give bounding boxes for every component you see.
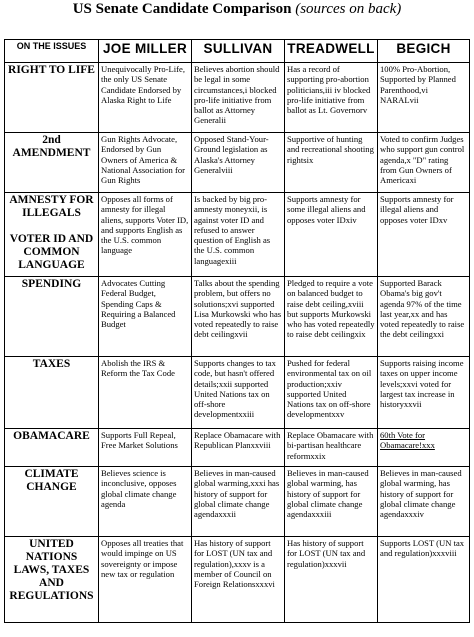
cell-miller: Believes science is inconclusive, opposes global climate change agenda [99, 467, 192, 537]
cell-begich: Believes in man-caused global warming, has history of support for global climate change agendaxxxiv [378, 467, 470, 537]
cell-sullivan: Supports changes to tax code, but hasn't offered details;xxii supported United Nations tax on off-shore developmentxxiii [192, 357, 285, 429]
row-taxes [5, 357, 470, 429]
title-text: US Senate Candidate Comparison [72, 1, 292, 17]
cell-sullivan: Has history of support for LOST (UN tax and regulation),xxxv is a member of Council on Foreign Relationsxxxvi [192, 537, 285, 623]
cell-miller: Opposes all treaties that would impinge on US sovereignty or impose new tax or regulation [99, 537, 192, 623]
cell-treadwell: Has history of support for LOST (UN tax and regulation)xxxvii [285, 537, 378, 623]
header-row [5, 40, 470, 63]
cell-sullivan: Believes abortion should be legal in some circumstances,i blocked pro-life initiative from ballot as Attorney Generalii [192, 63, 285, 133]
cell-miller: Unequivocally Pro-Life, the only US Senate Candidate Endorsed by Alaska Right to Life [99, 63, 192, 133]
cell-treadwell: Believes in man-caused global warming, has history of support for global climate change agendaxxxiii [285, 467, 378, 537]
cell-sullivan: Is backed by big pro-amnesty moneyxii, is against voter ID and refused to answer question of English as the U.S. common languagexiii [192, 193, 285, 277]
cell-miller: Advocates Cutting Federal Budget, Spending Caps & Requiring a Balanced Budget [99, 277, 192, 357]
cell-treadwell: Supports amnesty for some illegal aliens and opposes voter IDxiv [285, 193, 378, 277]
row-2nd-amendment [5, 133, 470, 193]
cell-treadwell: Replace Obamacare with bi-partisan healthcare reformxxix [285, 429, 378, 467]
row-united-nations [5, 537, 470, 623]
page-title [0, 1, 474, 18]
header-candidate-begich: BEGICH [378, 40, 470, 63]
cell-begich: Supports LOST (UN tax and regulation)xxxviii [378, 537, 470, 623]
cell-treadwell: Supportive of hunting and recreational shooting rightsix [285, 133, 378, 193]
issue-label: SPENDING [5, 277, 99, 357]
cell-miller: Supports Full Repeal, Free Market Solutions [99, 429, 192, 467]
cell-miller: Abolish the IRS & Reform the Tax Code [99, 357, 192, 429]
cell-treadwell: Pledged to require a vote on balanced budget to raise debt ceiling,xviii but supports Murkowski who has voted repeatedly to raise debt ceilingxix [285, 277, 378, 357]
cell-treadwell: Has a record of supporting pro-abortion politicians,iii iv blocked pro-life initiative from ballot as Lt. Governorv [285, 63, 378, 133]
title-subtitle: (sources on back) [295, 1, 402, 17]
row-right-to-life [5, 63, 470, 133]
header-candidate-sullivan: SULLIVAN [192, 40, 285, 63]
cell-begich: Voted to confirm Judges who support gun control agenda,x "D" rating from Gun Owners of Americaxi [378, 133, 470, 193]
header-issues: ON THE ISSUES [5, 40, 99, 63]
cell-treadwell: Pushed for federal environmental tax on oil production;xxiv supported United Nations tax on off-shore developmentxxv [285, 357, 378, 429]
row-obamacare [5, 429, 470, 467]
header-candidate-treadwell: TREADWELL [285, 40, 378, 63]
cell-begich: Supports amnesty for illegal aliens and opposes voter IDxv [378, 193, 470, 277]
cell-sullivan: Believes in man-caused global warming,xxxi has history of support for global climate change agendaxxxii [192, 467, 285, 537]
cell-begich: Supports raising income taxes on upper income levels;xxvi voted for largest tax increase in historyxxvii [378, 357, 470, 429]
row-amnesty-voter-id [5, 193, 470, 277]
cell-begich: Supported Barack Obama's big gov't agenda 97% of the time last year,xx and has voted repeatedly to raise the debt ceilingxxi [378, 277, 470, 357]
row-spending [5, 277, 470, 357]
comparison-table [4, 39, 470, 623]
issue-label: CLIMATE CHANGE [5, 467, 99, 537]
row-climate-change [5, 467, 470, 537]
cell-sullivan: Opposed Stand-Your-Ground legislation as Alaska's Attorney Generalviii [192, 133, 285, 193]
cell-begich: 100% Pro-Abortion, Supported by Planned Parenthood,vi NARALvii [378, 63, 470, 133]
cell-begich: 60th Vote for Obamacare!xxx [378, 429, 470, 467]
cell-sullivan: Replace Obamacare with Republican Planxxviii [192, 429, 285, 467]
cell-miller: Gun Rights Advocate, Endorsed by Gun Owners of America & National Association for Gun Rights [99, 133, 192, 193]
issue-label: 2nd AMENDMENT [5, 133, 99, 193]
issue-label: AMNESTY FOR ILLEGALS VOTER ID AND COMMON LANGUAGE [5, 193, 99, 277]
header-candidate-miller: JOE MILLER [99, 40, 192, 63]
issue-label: TAXES [5, 357, 99, 429]
issue-label: RIGHT TO LIFE [5, 63, 99, 133]
cell-sullivan: Talks about the spending problem, but offers no solutions;xvi supported Lisa Murkowski who has voted repeatedly to raise debt ceilingxvii [192, 277, 285, 357]
issue-label: UNITED NATIONS LAWS, TAXES AND REGULATIONS [5, 537, 99, 623]
issue-label: OBAMACARE [5, 429, 99, 467]
cell-miller: Opposes all forms of amnesty for illegal aliens, supports Voter ID, and supports English as the U.S. common language [99, 193, 192, 277]
